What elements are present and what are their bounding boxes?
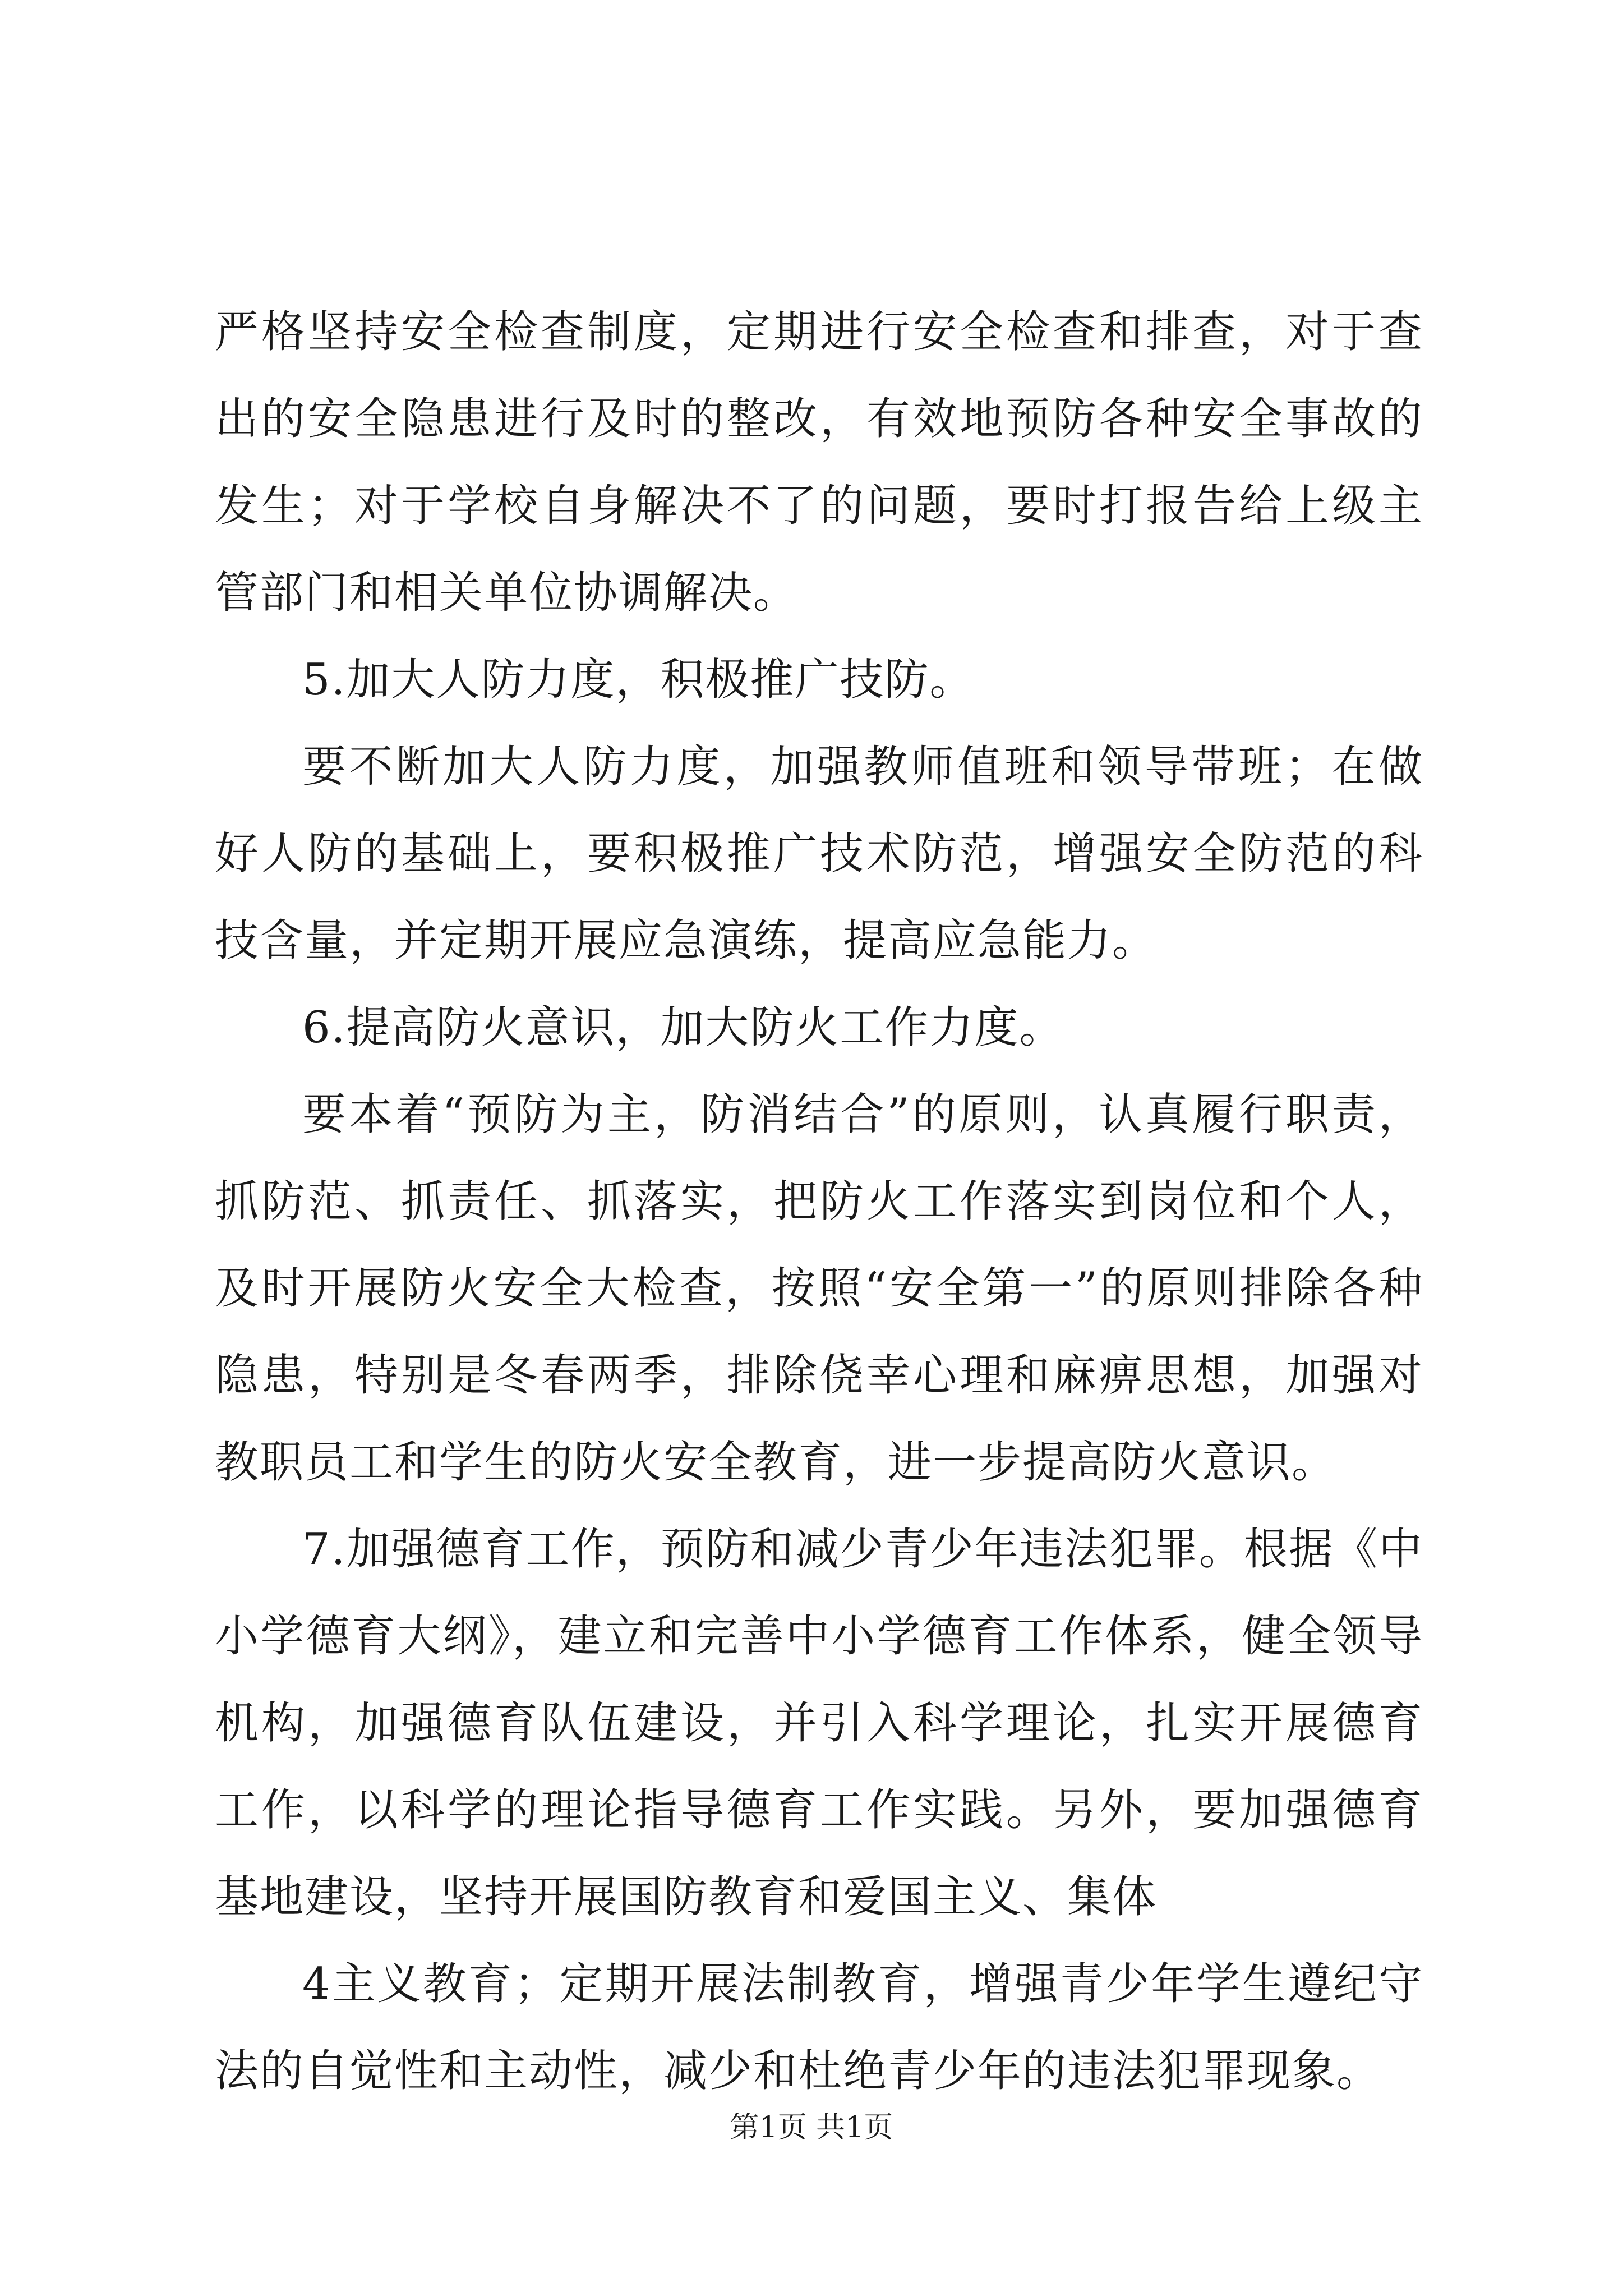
paragraph-item-5: 要不断加大人防力度，加强教师值班和领导带班；在做好人防的基础上，要积极推广技术防范，增强安全防范的科技含量，并定期开展应急演练，提高应急能力。 — [215, 742, 1423, 966]
paragraph-item-6: 要本着“预防为主，防消结合”的原则，认真履行职责，抓防范、抓责任、抓落实，把防火工作落实到岗位和个人，及时开展防火安全大检查，按照“安全第一”的原则排除各种隐患，特别是冬春两季，排除侥幸心理和麻痹思想，加强对教职员工和学生的防火安全教育，进一步提高防火意识。 — [215, 1089, 1423, 1488]
paragraph-safety-inspection: 严格坚持安全检查制度，定期进行安全检查和排查，对于查出的安全隐患进行及时的整改，有效地预防各种安全事故的发生；对于学校自身解决不了的问题，要时打报告给上级主管部门和相关单位协调解决。 — [215, 307, 1423, 618]
heading-item-6: 6.提高防火意识，加大防火工作力度。 — [302, 1002, 1064, 1053]
heading-item-5: 5.加大人防力度，积极推广技防。 — [302, 655, 975, 705]
paragraph-continuation: 4主义教育；定期开展法制教育，增强青少年学生遵纪守法的自觉性和主动性，减少和杜绝青少年的违法犯罪现象。 — [215, 1959, 1423, 2096]
document-body — [215, 289, 1423, 2115]
page-footer — [0, 2108, 1623, 2147]
page-number-label: 第1页 共1页 — [730, 2111, 893, 2145]
paragraph-item-7: 7.加强德育工作，预防和减少青少年违法犯罪。根据《中小学德育大纲》，建立和完善中小学德育工作体系，健全领导机构，加强德育队伍建设，并引入科学理论，扎实开展德育工作，以科学的理论指导德育工作实践。另外，要加强德育基地建设，坚持开展国防教育和爱国主义、集体 — [215, 1524, 1423, 1922]
